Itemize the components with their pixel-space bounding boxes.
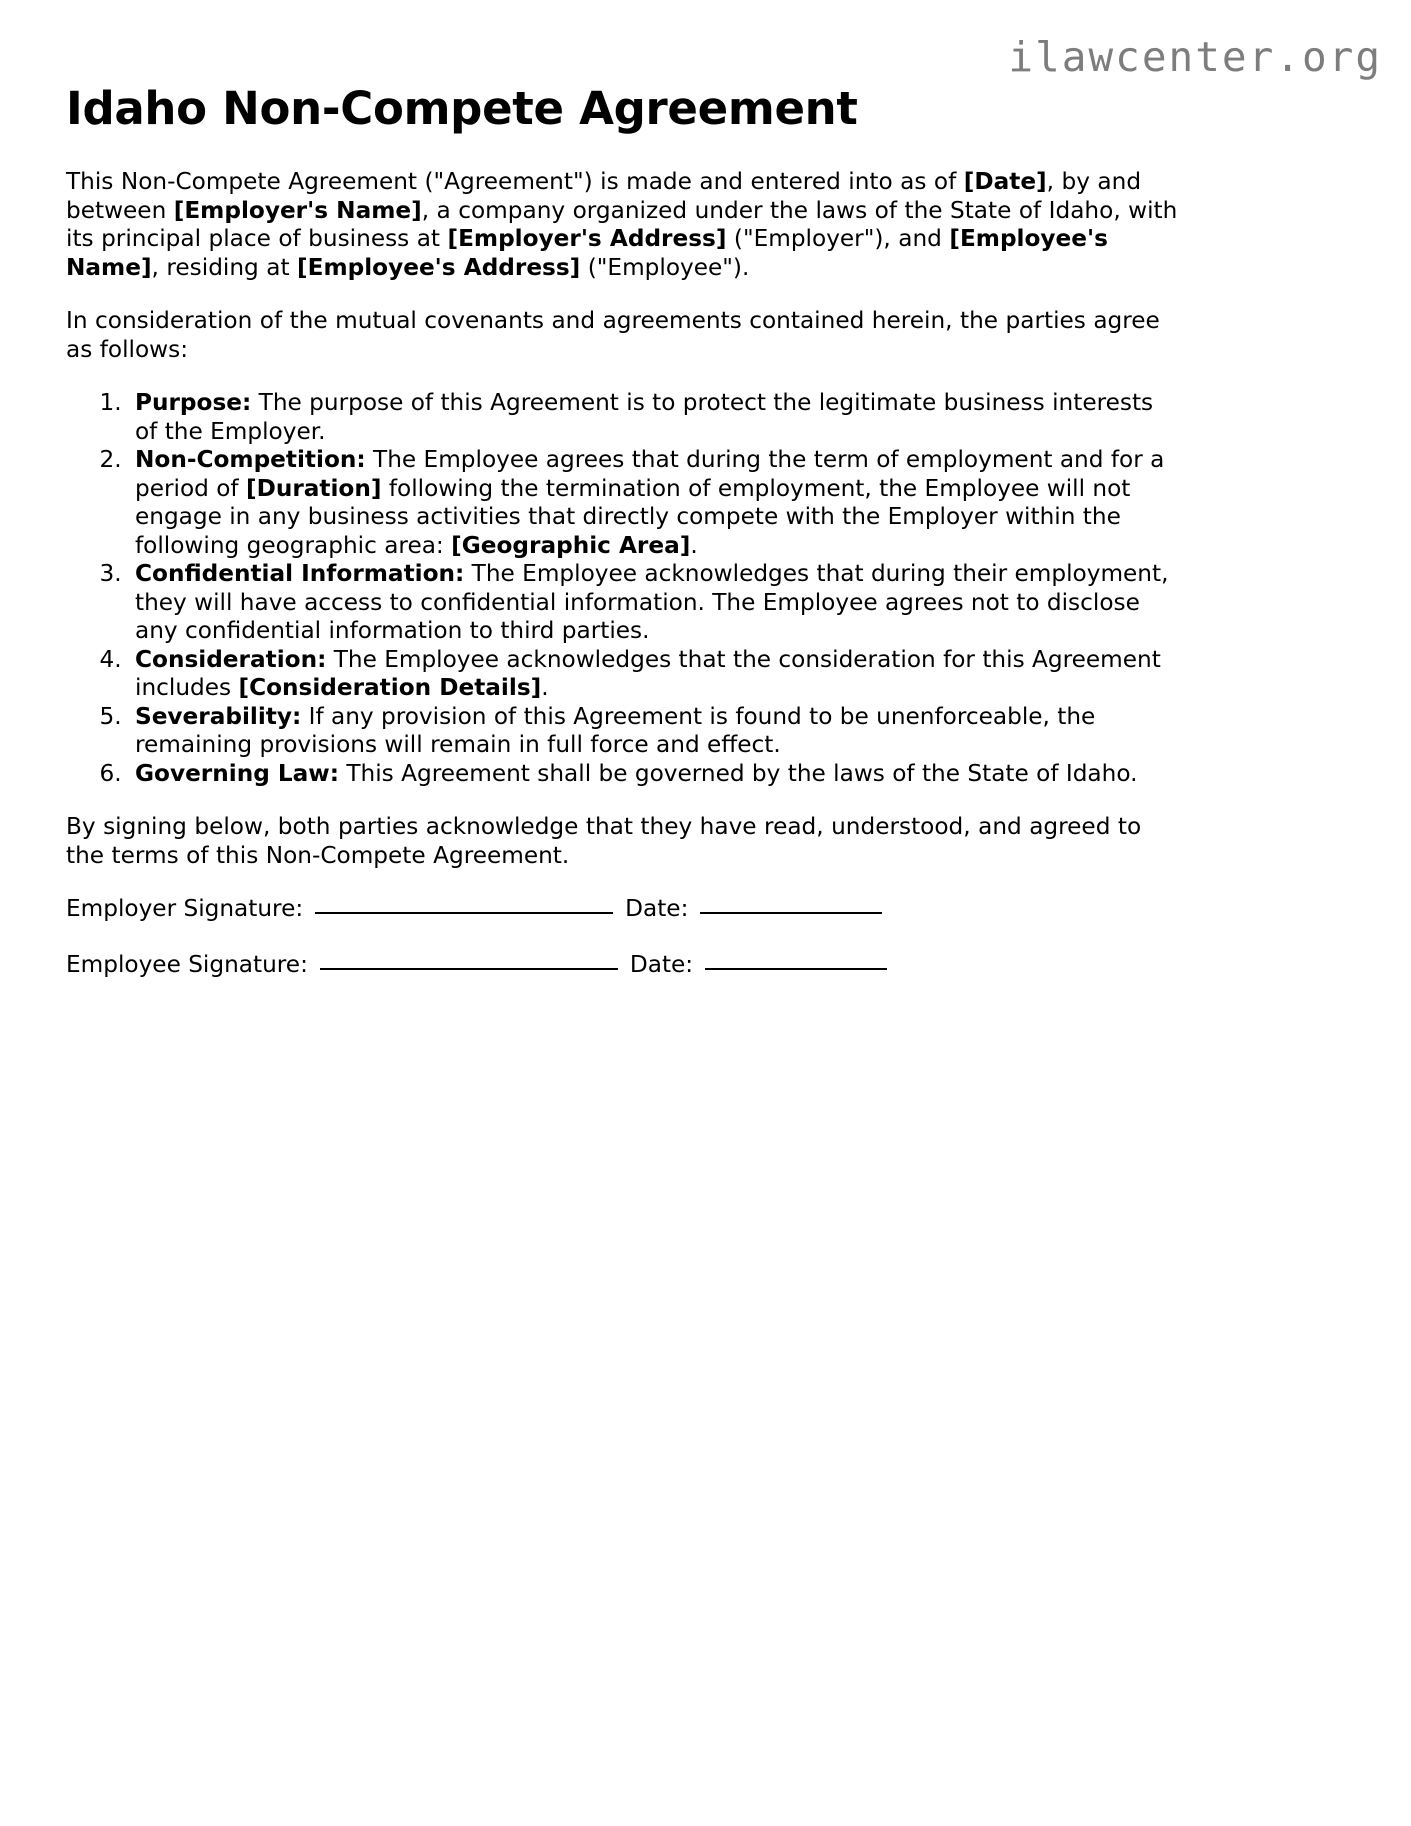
consideration-lead-paragraph: In consideration of the mutual covenants and agreements contained herein, the parties agree as follows: bbox=[66, 307, 1160, 363]
term-heading: Governing Law: bbox=[135, 759, 339, 787]
list-item bbox=[129, 760, 1179, 789]
employee-date-field[interactable] bbox=[705, 968, 887, 970]
term-heading: Consideration: bbox=[135, 645, 327, 673]
geographic-area-placeholder: [Geographic Area] bbox=[451, 531, 691, 559]
term-body: The purpose of this Agreement is to protect the legitimate business interests of the Employer. bbox=[135, 389, 1154, 445]
employee-address-placeholder: [Employee's Address] bbox=[297, 253, 581, 281]
employee-signature-line bbox=[66, 951, 1179, 980]
employee-name-placeholder: [Employee's Name] bbox=[66, 225, 1108, 281]
term-body-end: . bbox=[690, 531, 698, 559]
list-item bbox=[129, 446, 1179, 560]
term-body-mid: following the termination of employment, the Employee will not engage in any business activities that directly compete with the Employer within the following geographic area: bbox=[135, 474, 1131, 559]
intro-segment-2: , by and between bbox=[66, 168, 1142, 224]
employer-address-placeholder: [Employer's Address] bbox=[447, 225, 727, 252]
term-body: The Employee acknowledges that during their employment, they will have access to confidential information. The Employee agrees not to disclose any confidential information to third parties. bbox=[135, 560, 1169, 644]
employer-signature-label: Employer Signature: bbox=[66, 895, 304, 922]
employer-date-field[interactable] bbox=[700, 912, 882, 914]
page-title: Idaho Non-Compete Agreement bbox=[66, 82, 858, 135]
employee-signature-label: Employee Signature: bbox=[66, 950, 308, 978]
employer-name-placeholder: [Employer's Name] bbox=[173, 196, 422, 224]
list-item bbox=[129, 389, 1179, 446]
term-heading: Purpose: bbox=[135, 389, 252, 416]
signature-block bbox=[66, 895, 1179, 979]
document-body bbox=[66, 168, 1179, 1006]
list-item bbox=[129, 560, 1179, 646]
intro-segment-3: , a company organized under the laws of the State of Idaho, with its principal place of business at bbox=[66, 196, 1178, 252]
intro-paragraph bbox=[66, 168, 1179, 282]
terms-list bbox=[66, 389, 1179, 788]
intro-segment-5: , residing at bbox=[151, 253, 298, 281]
term-heading: Severability: bbox=[135, 702, 302, 730]
term-body: The Employee acknowledges that the consideration for this Agreement includes bbox=[135, 645, 1161, 701]
employee-signature-field[interactable] bbox=[320, 968, 618, 970]
consideration-details-placeholder: [Consideration Details] bbox=[238, 674, 542, 701]
date-placeholder: [Date] bbox=[963, 168, 1047, 195]
intro-segment-4: ("Employer"), and bbox=[726, 225, 950, 252]
list-item bbox=[129, 703, 1179, 760]
site-watermark: ilawcenter.org bbox=[1008, 33, 1382, 81]
closing-paragraph: By signing below, both parties acknowledge that they have read, understood, and agreed to the terms of this Non-Compete Agreement. bbox=[66, 813, 1142, 869]
intro-segment-6: ("Employee"). bbox=[580, 253, 750, 281]
term-body-end: . bbox=[541, 674, 549, 701]
employer-date-label: Date: bbox=[625, 895, 689, 922]
employer-signature-line bbox=[66, 895, 1179, 924]
duration-placeholder: [Duration] bbox=[245, 474, 382, 502]
list-item bbox=[129, 646, 1179, 703]
term-heading: Non-Competition: bbox=[135, 446, 366, 473]
term-heading: Confidential Information: bbox=[135, 560, 465, 587]
term-body: This Agreement shall be governed by the laws of the State of Idaho. bbox=[339, 759, 1138, 787]
employer-signature-field[interactable] bbox=[315, 912, 613, 914]
employee-date-label: Date: bbox=[629, 950, 694, 978]
intro-segment-1: This Non-Compete Agreement ("Agreement") is made and entered into as of bbox=[66, 168, 964, 195]
term-body: If any provision of this Agreement is found to be unenforceable, the remaining provisions will remain in full force and effect. bbox=[135, 702, 1096, 758]
term-body: The Employee agrees that during the term of employment and for a period of bbox=[135, 446, 1165, 502]
